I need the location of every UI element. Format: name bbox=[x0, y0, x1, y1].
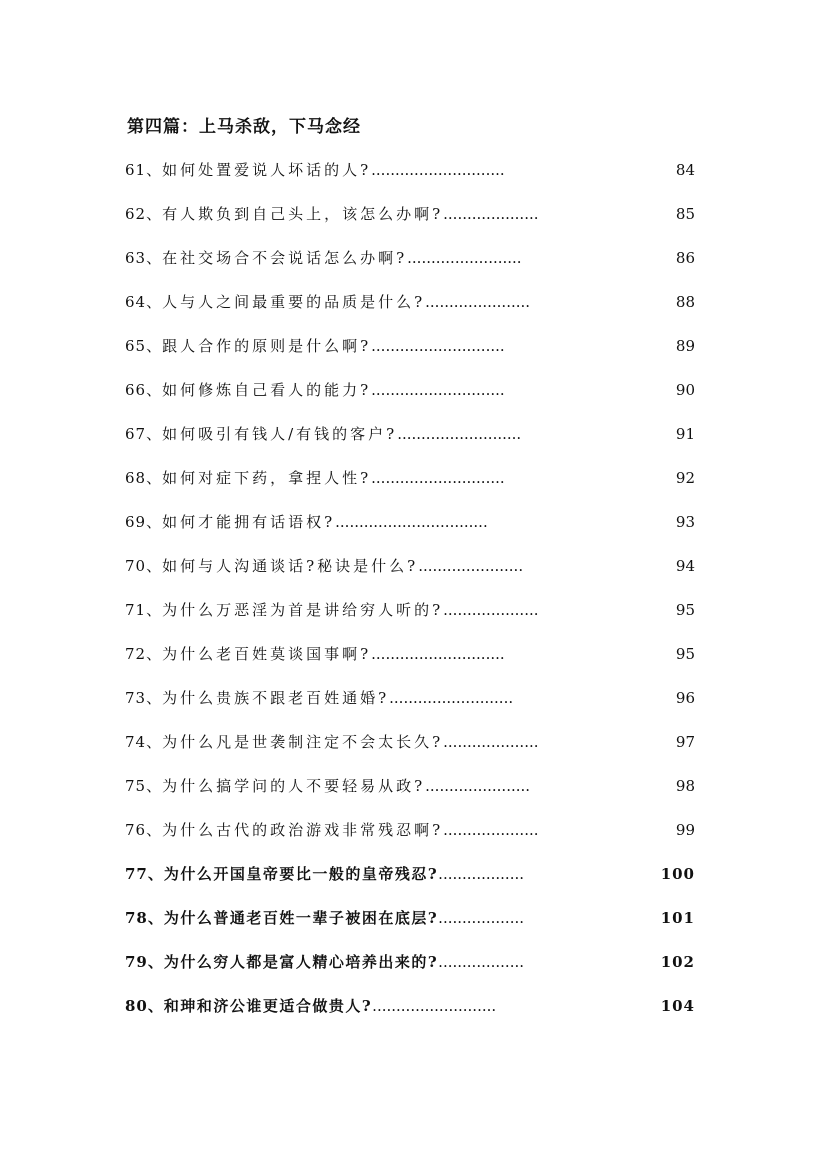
toc-entry-title: 为什么古代的政治游戏非常残忍啊? bbox=[162, 821, 444, 839]
toc-entry-page: 99 bbox=[675, 821, 695, 839]
toc-entry-page: 98 bbox=[675, 777, 695, 795]
toc-entry[interactable] bbox=[125, 375, 700, 419]
toc-entry-number: 68、 bbox=[125, 469, 163, 487]
toc-entry[interactable] bbox=[125, 331, 700, 375]
toc-entry-number: 75、 bbox=[125, 777, 163, 795]
toc-entry-number: 80、 bbox=[125, 997, 164, 1015]
toc-entry-number: 66、 bbox=[125, 381, 163, 399]
toc-entry-page: 95 bbox=[675, 645, 695, 663]
toc-entry-page: 89 bbox=[675, 337, 695, 355]
toc-entry-page: 91 bbox=[675, 425, 695, 443]
toc-entry-number: 67、 bbox=[125, 425, 163, 443]
toc-entry-page: 100 bbox=[660, 865, 695, 883]
toc-entry-title: 人与人之间最重要的品质是什么? bbox=[162, 293, 426, 311]
toc-entry-title: 为什么万恶淫为首是讲给穷人听的? bbox=[162, 601, 444, 619]
toc-entry-leader: .......................... bbox=[397, 425, 522, 443]
toc-entry-number: 78、 bbox=[125, 909, 164, 927]
toc-entry-leader: ............................ bbox=[371, 381, 505, 399]
toc-entry-leader: ............................ bbox=[371, 469, 505, 487]
toc-entry[interactable] bbox=[125, 419, 700, 463]
toc-entry[interactable] bbox=[125, 155, 700, 199]
toc-entry-number: 73、 bbox=[125, 689, 163, 707]
toc-entry-leader: ...................... bbox=[418, 557, 524, 575]
toc-entry-leader: .................. bbox=[438, 953, 524, 971]
toc-entry-leader: ............................ bbox=[371, 161, 505, 179]
toc-entry-leader: .................. bbox=[438, 865, 524, 883]
toc-entry-title: 为什么贵族不跟老百姓通婚? bbox=[162, 689, 390, 707]
toc-entry[interactable] bbox=[125, 199, 700, 243]
toc-entry-title: 跟人合作的原则是什么啊? bbox=[162, 337, 372, 355]
toc-entry[interactable] bbox=[125, 551, 700, 595]
toc-entry[interactable] bbox=[125, 507, 700, 551]
toc-entry-title: 有人欺负到自己头上，该怎么办啊? bbox=[162, 205, 444, 223]
toc-entry-leader: .......................... bbox=[372, 997, 497, 1015]
toc-entry-leader: ................................ bbox=[335, 513, 488, 531]
toc-entry-number: 61、 bbox=[125, 161, 163, 179]
toc-entry-page: 94 bbox=[675, 557, 695, 575]
toc-entry-leader: .................... bbox=[443, 205, 539, 223]
toc-entry-page: 90 bbox=[675, 381, 695, 399]
toc-entry[interactable] bbox=[125, 947, 700, 991]
toc-entry[interactable] bbox=[125, 595, 700, 639]
toc-entry-title: 如何处置爱说人坏话的人? bbox=[162, 161, 372, 179]
toc-entry-title: 如何对症下药，拿捏人性? bbox=[162, 469, 372, 487]
toc-entry[interactable] bbox=[125, 639, 700, 683]
toc-entry-page: 93 bbox=[675, 513, 695, 531]
section-title: 第四篇：上马杀敌，下马念经 bbox=[127, 117, 361, 137]
toc-entry[interactable] bbox=[125, 727, 700, 771]
toc-entry-number: 70、 bbox=[125, 557, 163, 575]
toc-entry-page: 84 bbox=[675, 161, 695, 179]
toc-entry[interactable] bbox=[125, 243, 700, 287]
toc-entry[interactable] bbox=[125, 991, 700, 1035]
toc-entry-number: 63、 bbox=[125, 249, 163, 267]
toc-entry-leader: .................... bbox=[443, 821, 539, 839]
toc-entry[interactable] bbox=[125, 771, 700, 815]
toc-entry-number: 69、 bbox=[125, 513, 163, 531]
toc-entry-page: 102 bbox=[660, 953, 695, 971]
toc-entry-page: 88 bbox=[675, 293, 695, 311]
toc-entry-page: 86 bbox=[675, 249, 695, 267]
toc-entry-number: 62、 bbox=[125, 205, 163, 223]
toc-entry-page: 104 bbox=[660, 997, 695, 1015]
toc-entry-page: 95 bbox=[675, 601, 695, 619]
toc-entry-number: 71、 bbox=[125, 601, 163, 619]
toc-entry-page: 101 bbox=[660, 909, 695, 927]
toc-entry-leader: .................... bbox=[443, 601, 539, 619]
toc-entry-leader: ............................ bbox=[371, 645, 505, 663]
toc-entry-leader: ............................ bbox=[371, 337, 505, 355]
toc-entry-title: 为什么凡是世袭制注定不会太长久? bbox=[162, 733, 444, 751]
toc-entry-leader: .................. bbox=[438, 909, 524, 927]
toc-entry[interactable] bbox=[125, 683, 700, 727]
toc-entry-title: 为什么老百姓莫谈国事啊? bbox=[162, 645, 372, 663]
toc-entry-title: 为什么普通老百姓一辈子被困在底层? bbox=[163, 909, 439, 927]
toc-entry-number: 74、 bbox=[125, 733, 163, 751]
toc-entry-number: 65、 bbox=[125, 337, 163, 355]
toc-entry-number: 64、 bbox=[125, 293, 163, 311]
toc-entry[interactable] bbox=[125, 463, 700, 507]
toc-entry-title: 如何才能拥有话语权? bbox=[162, 513, 336, 531]
toc-entry[interactable] bbox=[125, 815, 700, 859]
toc-entry-leader: ........................ bbox=[407, 249, 522, 267]
toc-entry-title: 为什么开国皇帝要比一般的皇帝残忍? bbox=[163, 865, 439, 883]
toc-entry-page: 96 bbox=[675, 689, 695, 707]
toc-entry-leader: .......................... bbox=[389, 689, 514, 707]
toc-entry-title: 如何吸引有钱人/有钱的客户? bbox=[162, 425, 398, 443]
toc-entry-title: 如何与人沟通谈话?秘诀是什么? bbox=[162, 557, 419, 575]
toc-entry-number: 72、 bbox=[125, 645, 163, 663]
toc-entry-page: 92 bbox=[675, 469, 695, 487]
toc-entry[interactable] bbox=[125, 859, 700, 903]
toc-entry-page: 85 bbox=[675, 205, 695, 223]
toc-entry-number: 79、 bbox=[125, 953, 164, 971]
toc-entry-leader: ...................... bbox=[425, 293, 531, 311]
toc-entry-title: 在社交场合不会说话怎么办啊? bbox=[162, 249, 408, 267]
toc-entry-number: 76、 bbox=[125, 821, 163, 839]
toc-entry[interactable] bbox=[125, 287, 700, 331]
toc-entry-title: 为什么搞学问的人不要轻易从政? bbox=[162, 777, 426, 795]
toc-entry-title: 和珅和济公谁更适合做贵人? bbox=[163, 997, 373, 1015]
toc-entry-page: 97 bbox=[675, 733, 695, 751]
toc-entry[interactable] bbox=[125, 903, 700, 947]
toc-entry-title: 如何修炼自己看人的能力? bbox=[162, 381, 372, 399]
toc-entry-leader: ...................... bbox=[425, 777, 531, 795]
toc-entry-number: 77、 bbox=[125, 865, 164, 883]
table-of-contents bbox=[125, 155, 700, 1035]
toc-entry-leader: .................... bbox=[443, 733, 539, 751]
toc-entry-title: 为什么穷人都是富人精心培养出来的? bbox=[163, 953, 439, 971]
